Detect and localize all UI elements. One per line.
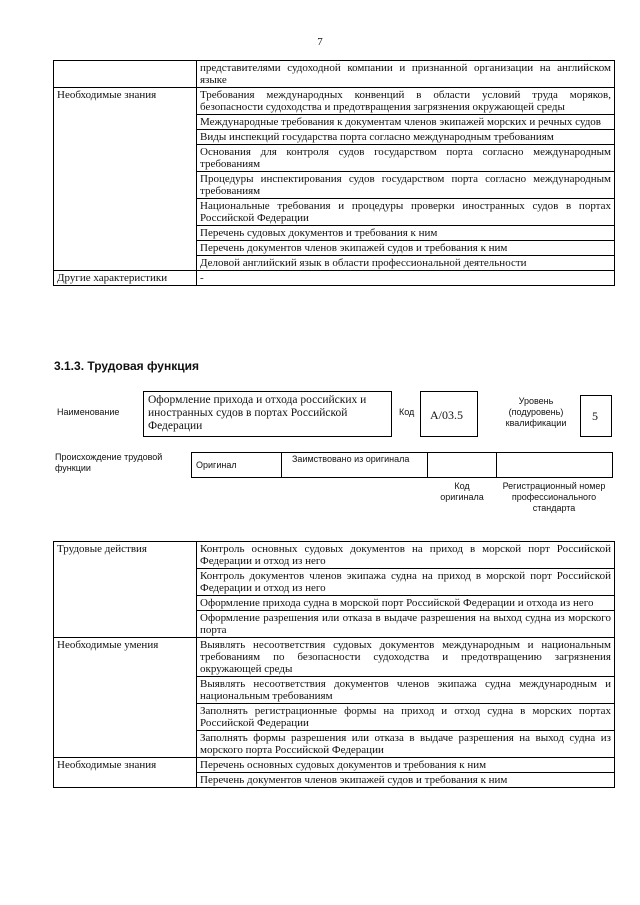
knowledge-item: Деловой английский язык в области профессиональной деятельности <box>197 256 615 271</box>
other-characteristics-label: Другие характеристики <box>54 271 197 286</box>
top-requirements-table <box>53 60 615 286</box>
level-value-box <box>580 395 612 437</box>
knowledge-item: Виды инспекций государства порта согласно международным требованиям <box>197 130 615 145</box>
page-number: 7 <box>317 36 323 48</box>
origin-original-box <box>191 452 282 478</box>
knowledge-item: Перечень документов членов экипажей судов и требования к ним <box>197 773 615 788</box>
skill-item: Выявлять несоответствия документов членов экипажа судна международным и национальным требованиям <box>197 677 615 704</box>
table-row <box>54 542 615 569</box>
knowledge-label: Необходимые знания <box>54 88 197 271</box>
knowledge-item: Международные требования к документам членов экипажей морских и речных судов <box>197 115 615 130</box>
action-item: Контроль основных судовых документов на приход в морской порт Российской Федерации и отход из него <box>197 542 615 569</box>
knowledge-item: Перечень судовых документов и требования к ним <box>197 226 615 241</box>
action-item: Контроль документов членов экипажа судна на приход в морской порт Российской Федерации и отход из него <box>197 569 615 596</box>
action-item: Оформление прихода судна в морской порт Российской Федерации и отхода из него <box>197 596 615 611</box>
actions-label: Трудовые действия <box>54 542 197 638</box>
table-row <box>54 638 615 677</box>
origin-borrowed-box <box>281 452 428 478</box>
name-value-box <box>143 391 392 437</box>
level-label: Уровень (подуровень) квалификации <box>505 396 567 428</box>
table-row <box>54 88 615 115</box>
code-value: A/03.5 <box>430 408 463 422</box>
skill-item: Заполнять регистрационные формы на приход и отход судна в морских портах Российской Федерации <box>197 704 615 731</box>
original-label: Оригинал <box>196 460 237 470</box>
knowledge-label: Необходимые знания <box>54 758 197 788</box>
knowledge-item: Процедуры инспектирования судов государством порта согласно международным требованиям <box>197 172 615 199</box>
knowledge-item: Основания для контроля судов государством порта согласно международным требованиям <box>197 145 615 172</box>
skill-item: Выявлять несоответствия судовых документов международным и национальным требованиям по безопасности судоходства и предотвращению загрязнения окружающей среды <box>197 638 615 677</box>
table-row <box>54 61 615 88</box>
name-value: Оформление прихода и отхода российских и иностранных судов в портах Российской Федерации <box>148 394 367 432</box>
code-original-caption: Код оригинала <box>440 481 484 502</box>
origin-label: Происхождение трудовой функции <box>55 452 163 473</box>
other-characteristics-value: - <box>197 271 615 286</box>
table-row <box>54 271 615 286</box>
origin-reg-box <box>496 452 613 478</box>
code-label: Код <box>399 407 415 417</box>
section-title: 3.1.3. Трудовая функция <box>54 359 199 373</box>
action-item: Оформление разрешения или отказа в выдаче разрешения на выход судна из морского порта <box>197 611 615 638</box>
knowledge-item: Перечень основных судовых документов и требования к ним <box>197 758 615 773</box>
skills-label: Необходимые умения <box>54 638 197 758</box>
knowledge-item: Требования международных конвенций в области условий труда моряков, безопасности судоходства и предотвращения загрязнения окружающей среды <box>197 88 615 115</box>
labor-function-table <box>53 541 615 788</box>
code-value-box <box>420 391 478 437</box>
origin-code-box <box>427 452 497 478</box>
reg-number-caption: Регистрационный номер профессионального стандарта <box>502 481 606 513</box>
borrowed-label: Заимствовано из оригинала <box>292 454 410 464</box>
level-value: 5 <box>592 409 598 423</box>
table-row <box>54 758 615 773</box>
continued-text-cell: представителями судоходной компании и признанной организации на английском языке <box>197 61 615 88</box>
knowledge-item: Перечень документов членов экипажей судов и требования к ним <box>197 241 615 256</box>
name-label: Наименование <box>57 407 120 417</box>
empty-label-cell <box>54 61 197 88</box>
skill-item: Заполнять формы разрешения или отказа в выдаче разрешения на выход судна из морского порта Российской Федерации <box>197 731 615 758</box>
knowledge-item: Национальные требования и процедуры проверки иностранных судов в портах Российской Федерации <box>197 199 615 226</box>
